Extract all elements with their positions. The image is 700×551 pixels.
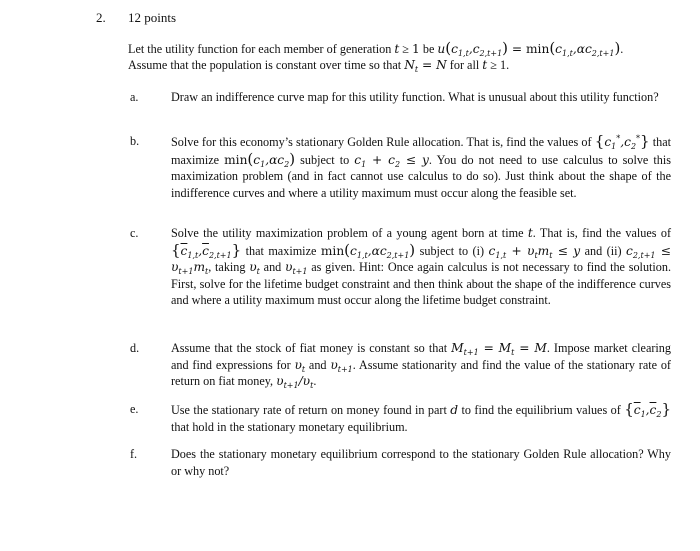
intro-line1-be: be: [422, 42, 435, 56]
item-text: Use the stationary rate of return on money found in part d to find the equilibrium values of $\{\overline{c}_1,\overline{c}_2\}$ that hold in the stationary monetary equilibrium.: [171, 400, 672, 434]
item-letter: e.: [130, 402, 139, 416]
intro-line2-pre: Assume that the population is constant over time so that: [128, 58, 402, 72]
item-text: Draw an indifference curve map for this utility function. What is unusual about this utility function?: [171, 90, 659, 104]
item-text: Does the stationary monetary equilibrium correspond to the stationary Golden Rule allocation? Why or why not?: [171, 447, 671, 478]
item-letter: c.: [130, 226, 139, 240]
item-text: Solve for this economy’s stationary Golden Rule allocation. That is, find the values of $\{c_1^*,c_2^*\}$ that maximize $\min(c_1,\alpha c_2)$ subject to $c_1 + c_2 \le y$. You do not need to use calculus to solve this maximization problem (and in fact cannot use calculus to do so). Just think about the shape of the indifference curves and where a utility maximum must occur along the feasible set.: [171, 132, 672, 200]
intro-paragraph: Let the utility function for each member of generation t ≥ 1 be $u(c_{1,t},c_{2,t+1}) = \min(c_{1,t},\alpha c_{2,t+1})$. Assume that the population is constant over time so that $N_t = N$ for all t ≥ 1.: [128, 39, 624, 74]
item-letter: b.: [130, 134, 140, 148]
item-letter: d.: [130, 341, 140, 355]
intro-line1-pre: Let the utility function for each member of generation: [128, 42, 392, 56]
item-letter: a.: [130, 90, 139, 104]
item-text: Assume that the stock of fiat money is constant so that $M_{t+1} = M_t = M$. Impose market clearing and find expressions for $\upsilon_t$ and $\upsilon_{t+1}$. Assume stationarity and find the value of the stationary rate of return on fiat money, $\upsilon_{t+1}/\upsilon_t$.: [171, 341, 671, 390]
question-points: 12 points: [128, 10, 177, 25]
item-letter: f.: [130, 447, 138, 461]
item-text: Solve the utility maximization problem of a young agent born at time t. That is, find the values of $\{\overline{c}_{1,t},\overline{c}_{2,t+1}\}$ that maximize $\min(c_{1,t},\alpha c_{2,t+1})$ subject to (i) $c_{1,t} + \upsilon_tm_t \le y$ and (ii) $c_{2,t+1} \le \upsilon_{t+1}m_t$, taking $\upsilon_t$ and $\upsilon_{t+1}$ as given. Hint: Once again calculus is not necessary to find the solution. First, solve for the lifetime budget constraint and then think about the shape of the indifference curves and where a utility maximum must occur along the lifetime budget constraint.: [171, 226, 672, 307]
question-number: 2.: [96, 10, 106, 25]
utility-function: $u(c_{1,t},c_{2,t+1}) = \min(c_{1,t},\alpha c_{2,t+1})$: [437, 39, 621, 58]
